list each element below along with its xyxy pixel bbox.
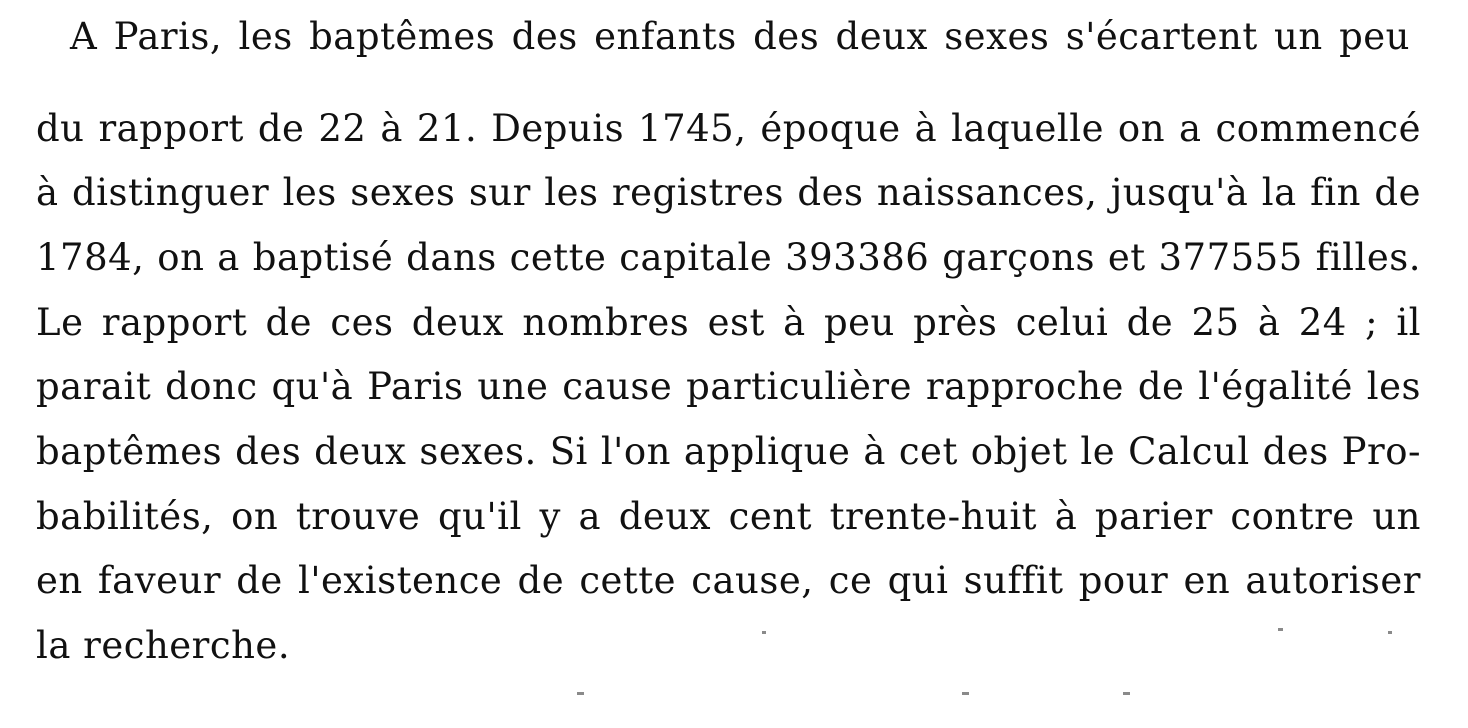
text-line: babilités, on trouve qu'il y a deux cent trente-huit à parier contre un xyxy=(36,495,1421,538)
scan-speck xyxy=(762,631,766,634)
text-line: la recherche. xyxy=(36,624,291,667)
text-line: A Paris, les baptêmes des enfants des deux sexes s'écartent un peu xyxy=(70,15,1410,58)
scan-speck xyxy=(1123,692,1130,695)
text-line: du rapport de 22 à 21. Depuis 1745, époque à laquelle on a commencé xyxy=(36,107,1421,150)
text-line: en faveur de l'existence de cette cause, ce qui suffit pour en autoriser xyxy=(36,559,1421,602)
text-line: parait donc qu'à Paris une cause particulière rapproche de l'égalité les xyxy=(36,365,1421,408)
scan-speck xyxy=(1278,628,1283,631)
scan-speck xyxy=(1388,631,1392,634)
text-line: 1784, on a baptisé dans cette capitale 393386 garçons et 377555 filles. xyxy=(36,236,1421,279)
text-line: à distinguer les sexes sur les registres des naissances, jusqu'à la fin de xyxy=(36,171,1421,214)
scan-speck xyxy=(962,692,969,695)
text-line: Le rapport de ces deux nombres est à peu près celui de 25 à 24 ; il xyxy=(36,301,1421,344)
scan-speck xyxy=(577,692,584,695)
text-line: baptêmes des deux sexes. Si l'on applique à cet objet le Calcul des Pro- xyxy=(36,430,1421,473)
